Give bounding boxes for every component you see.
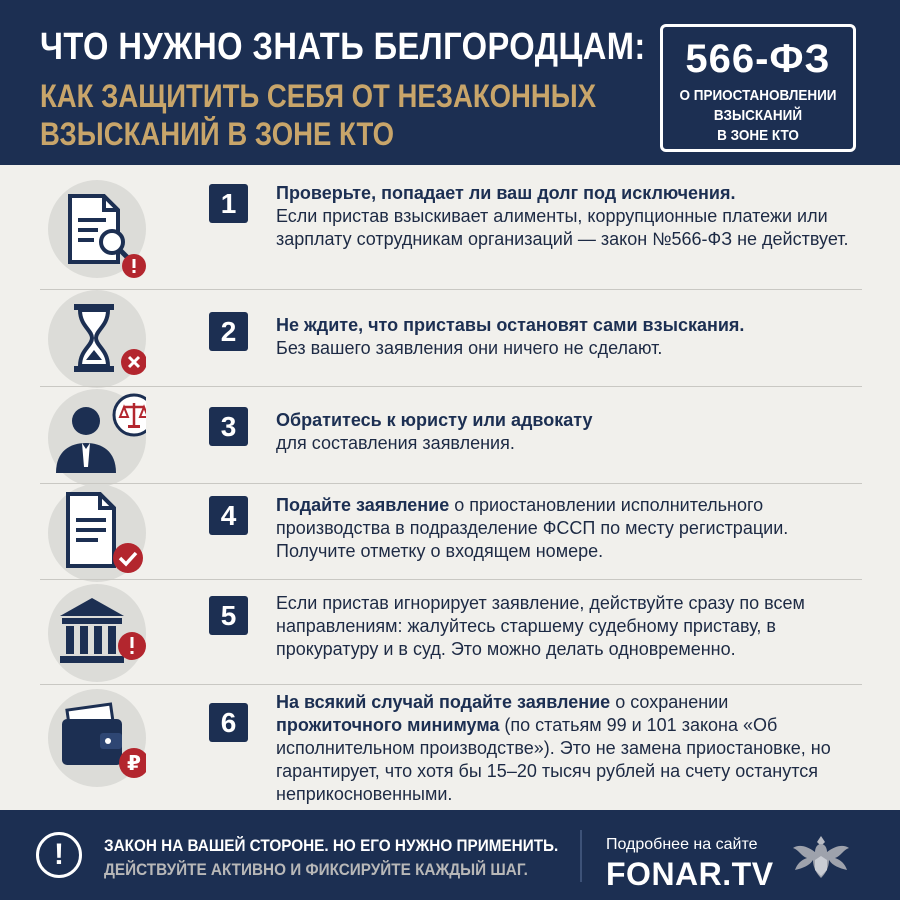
footer-slogan-line-1: ЗАКОН НА ВАШЕЙ СТОРОНЕ. НО ЕГО НУЖНО ПРИМЕНИТЬ. [104, 836, 559, 855]
more-info-label: Подробнее на сайте [606, 836, 758, 853]
step-text-2 [276, 314, 856, 360]
step-body-3: для составления заявления. [276, 433, 515, 453]
eagle-emblem-icon [790, 828, 852, 890]
step-row-3 [0, 387, 900, 483]
step-row-6 [0, 685, 900, 809]
step-text-5 [276, 592, 856, 661]
step-body-1: Если пристав взыскивает алименты, коррупционные платежи или зарплату сотрудникам организаций — закон №566-ФЗ не действует. [276, 206, 849, 249]
svg-text:₽: ₽ [127, 751, 141, 775]
footer-banner [0, 810, 900, 900]
step-heading-6: На всякий случай подайте заявление [276, 692, 611, 712]
step-heading-4: Подайте заявление [276, 495, 450, 515]
step-row-4 [0, 484, 900, 580]
step-heading-3: Обратитесь к юристу или адвокату [276, 410, 593, 430]
title-line-1: ЧТО НУЖНО ЗНАТЬ БЕЛГОРОДЦАМ: [40, 26, 646, 68]
site-link[interactable]: FONAR.TV [606, 856, 774, 892]
law-caption-line-1: О ПРИОСТАНОВЛЕНИИ [679, 87, 837, 104]
step-heading-6b: прожиточного минимума [276, 715, 500, 735]
step-text-3 [276, 409, 856, 455]
step-row-2 [0, 290, 900, 386]
step-number-2: 2 [209, 312, 248, 351]
step-body-6b: (по статьям 99 и 101 закона «Об исполнительном производстве»). Это не замена приостановке, но гарантирует, что хотя бы 15–20 тысяч рублей на счету останутся неприкосновенными. [276, 715, 831, 804]
courthouse-icon [48, 584, 146, 682]
step-text-4 [276, 494, 856, 563]
law-caption [673, 86, 844, 146]
law-badge [660, 24, 856, 152]
step-body-4: о приостановлении исполнительного производства в подразделение ФССП по месту регистрации. Получите отметку о входящем номере. [276, 495, 789, 561]
law-number: 566-ФЗ [685, 37, 831, 81]
step-number-5: 5 [209, 596, 248, 635]
lawyer-icon [48, 389, 146, 487]
step-body-2: Без вашего заявления они ничего не сделают. [276, 338, 663, 358]
law-caption-line-2: ВЗЫСКАНИЙ [713, 107, 803, 124]
step-heading-2: Не ждите, что приставы остановят сами взыскания. [276, 315, 745, 335]
step-body-5: Если пристав игнорирует заявление, действуйте сразу по всем направлениям: жалуйтесь старшему судебному приставу, в прокуратуру и в суд. Это можно делать одновременно. [276, 593, 805, 659]
step-text-6 [276, 691, 856, 806]
step-row-1 [0, 170, 900, 286]
step-number-3: 3 [209, 407, 248, 446]
header-banner [0, 0, 900, 165]
alert-icon: ! [36, 832, 82, 878]
title-line-3: ВЗЫСКАНИЙ В ЗОНЕ КТО [40, 116, 395, 152]
document-search-icon [48, 180, 146, 278]
title-line-2: КАК ЗАЩИТИТЬ СЕБЯ ОТ НЕЗАКОННЫХ [40, 78, 597, 114]
law-caption-line-3: В ЗОНЕ КТО [717, 127, 799, 144]
hourglass-icon [48, 290, 146, 388]
step-text-1 [276, 182, 856, 251]
footer-separator [580, 830, 582, 882]
step-row-5 [0, 580, 900, 684]
wallet-ruble-icon [48, 689, 146, 787]
footer-slogan-line-2: ДЕЙСТВУЙТЕ АКТИВНО И ФИКСИРУЙТЕ КАЖДЫЙ ШАГ. [104, 860, 528, 879]
step-number-4: 4 [209, 496, 248, 535]
step-number-6: 6 [209, 703, 248, 742]
step-heading-1: Проверьте, попадает ли ваш долг под исключения. [276, 183, 736, 203]
document-check-icon [48, 484, 146, 582]
step-body-6a: о сохранении [610, 692, 729, 712]
step-number-1: 1 [209, 184, 248, 223]
